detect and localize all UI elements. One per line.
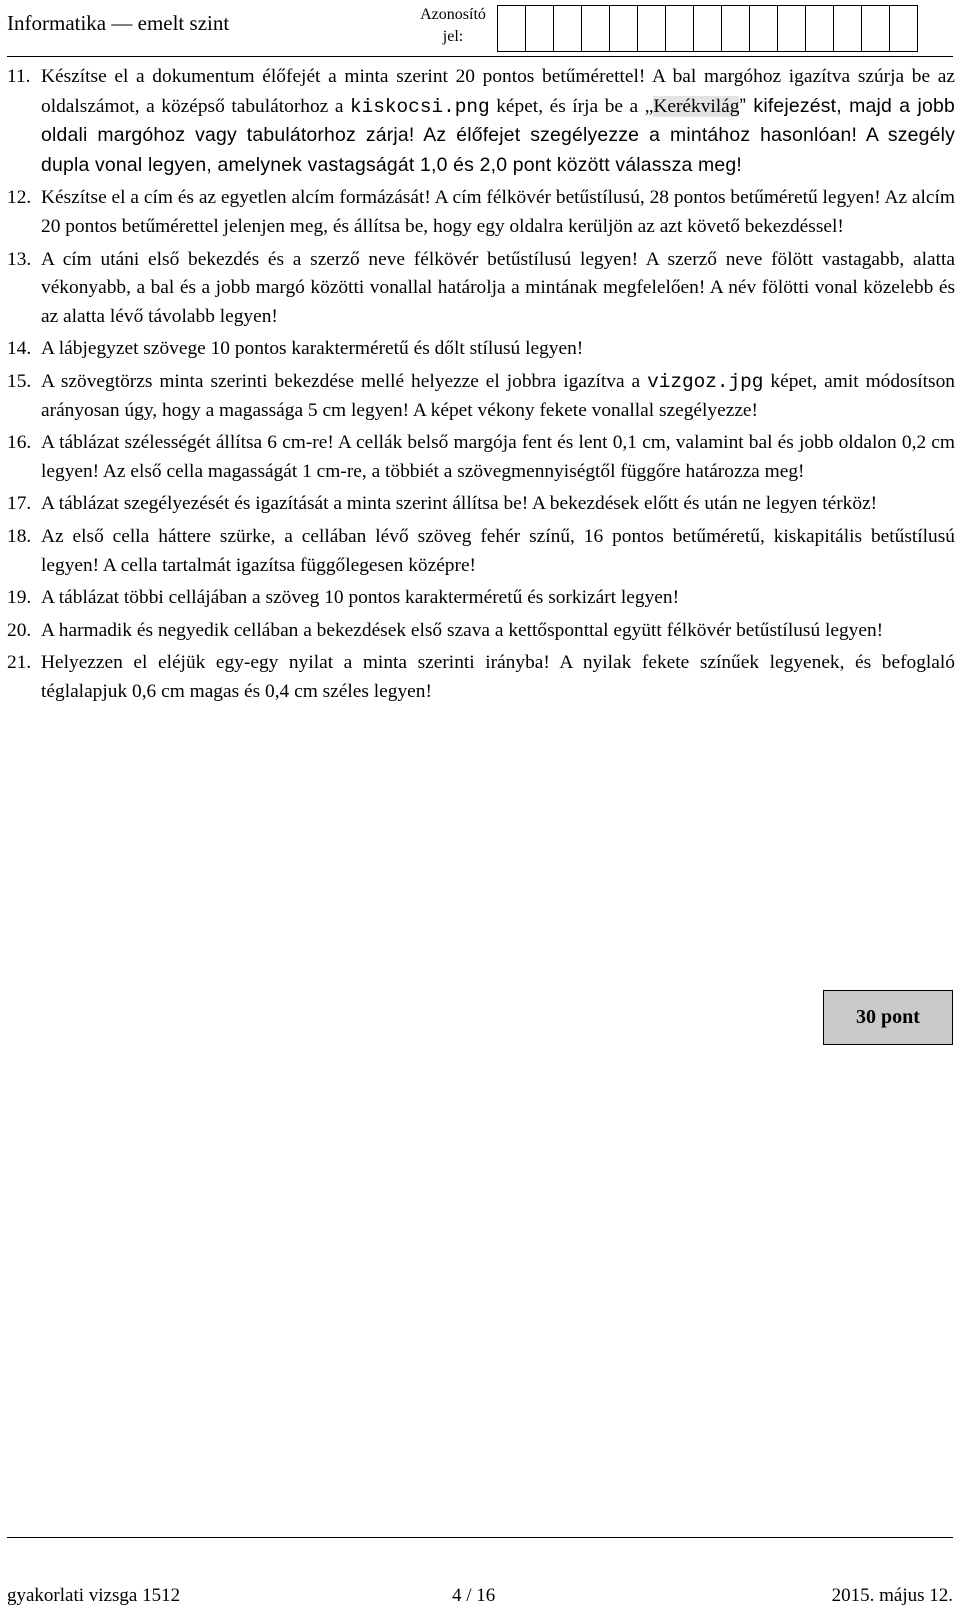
page-header bbox=[0, 0, 960, 56]
task-number: 20. bbox=[7, 619, 32, 641]
task-text-segment: Készítse el a dokumentum élőfejét a minta szerint 20 pontos betűmérettel! A bal margóhoz igazítva szúrja be az oldalszámot, a középső tabulátorhoz a bbox=[41, 66, 955, 117]
task-number: 17. bbox=[7, 493, 32, 515]
subject-title: Informatika — emelt szint bbox=[7, 11, 230, 35]
id-code-box[interactable] bbox=[861, 5, 890, 52]
task-text bbox=[41, 335, 955, 364]
task-text-segment: ” kifejezést, majd a jobb oldali margóhoz vagy tabulátorhoz zárja! Az élőfejet szegélyezze a mintához hasonlóan! A szegély dupla vonal legyen, amelynek vastagságát 1,0 és 2,0 pont között válassza meg! bbox=[41, 94, 955, 176]
id-code-box[interactable] bbox=[553, 5, 582, 52]
task-text bbox=[41, 649, 955, 706]
task-text-segment: A táblázat szélességét állítsa 6 cm-re! A cellák belső margója fent és lent 0,1 cm, valamint bal és jobb oldalon 0,2 cm legyen! Az első cella magasságát 1 cm-re, a többiét a szövegmennyiségtől függőre határozza meg! bbox=[41, 432, 955, 482]
id-code-box[interactable] bbox=[777, 5, 806, 52]
footer-date: 2015. május 12. bbox=[831, 1585, 953, 1606]
task-item bbox=[7, 617, 955, 646]
id-code-box[interactable] bbox=[805, 5, 834, 52]
id-code-box[interactable] bbox=[693, 5, 722, 52]
task-number: 19. bbox=[7, 587, 32, 609]
task-number: 15. bbox=[7, 370, 32, 392]
task-text bbox=[41, 523, 955, 580]
task-text bbox=[41, 184, 955, 241]
task-text bbox=[41, 490, 955, 519]
task-text bbox=[41, 246, 955, 332]
id-code-box[interactable] bbox=[749, 5, 778, 52]
task-item bbox=[7, 490, 955, 519]
task-text-segment: képet, amit módosítson arányosan úgy, hogy a magassága 5 cm legyen! A képet vékony fekete vonallal szegélyezze! bbox=[41, 370, 955, 421]
task-item bbox=[7, 429, 955, 486]
task-number: 16. bbox=[7, 432, 32, 454]
id-code-box[interactable] bbox=[497, 5, 526, 52]
task-text-segment: képet, és írja be a „ bbox=[489, 95, 654, 117]
task-text bbox=[41, 63, 955, 180]
task-item bbox=[7, 246, 955, 332]
task-number: 14. bbox=[7, 338, 32, 360]
highlighted-phrase: Kerékvilág bbox=[653, 95, 740, 117]
task-number: 13. bbox=[7, 248, 32, 270]
task-text-segment: A táblázat szegélyezését és igazítását a minta szerint állítsa be! A bekezdések előtt és után ne legyen térköz! bbox=[41, 493, 878, 515]
id-code-box[interactable] bbox=[609, 5, 638, 52]
task-text-segment: A lábjegyzet szövege 10 pontos karakterméretű és dőlt stílusú legyen! bbox=[41, 338, 584, 360]
task-number: 18. bbox=[7, 525, 32, 547]
footer-exam-label: gyakorlati vizsga 1512 bbox=[7, 1585, 181, 1606]
id-code-boxes bbox=[498, 5, 918, 51]
id-code-box[interactable] bbox=[721, 5, 750, 52]
id-code-box[interactable] bbox=[525, 5, 554, 52]
task-item bbox=[7, 368, 955, 425]
task-text-segment: Az első cella háttere szürke, a cellában lévő szöveg fehér színű, 16 pontos betűméretű, kiskapitális betűstílusú legyen! A cella tartalmát igazítsa függőlegesen középre! bbox=[41, 525, 955, 576]
task-item bbox=[7, 649, 955, 706]
task-number: 12. bbox=[7, 187, 32, 209]
score-box: 30 pont bbox=[823, 990, 953, 1045]
footer-page-number: 4 / 16 bbox=[452, 1585, 496, 1606]
task-number: 21. bbox=[7, 652, 32, 674]
id-code-box[interactable] bbox=[581, 5, 610, 52]
task-item bbox=[7, 335, 955, 364]
filename: vizgoz.jpg bbox=[647, 370, 764, 393]
task-text-segment: A táblázat többi cellájában a szöveg 10 pontos karakterméretű és sorkizárt legyen! bbox=[41, 587, 680, 609]
task-item bbox=[7, 63, 955, 180]
task-text-segment: Helyezzen el eléjük egy-egy nyilat a minta szerinti irányba! A nyilak fekete színűek legyenek, és befoglaló téglalapjuk 0,6 cm magas és 0,4 cm széles legyen! bbox=[41, 652, 955, 702]
footer-divider bbox=[7, 1537, 953, 1538]
task-text bbox=[41, 429, 955, 486]
task-text-segment: A harmadik és negyedik cellában a bekezdések első szava a kettősponttal együtt félkövér betűstílusú legyen! bbox=[41, 619, 884, 641]
task-item bbox=[7, 184, 955, 241]
id-code-box[interactable] bbox=[889, 5, 918, 52]
task-text-segment: Készítse el a cím és az egyetlen alcím formázását! A cím félkövér betűstílusú, 28 pontos betűméretű legyen! Az alcím 20 pontos betűmérettel jelenjen meg, és állítsa be, hogy egy oldalra kerüljön az azt követő bekezdéssel! bbox=[41, 187, 955, 237]
task-text bbox=[41, 584, 955, 613]
id-code-box[interactable] bbox=[665, 5, 694, 52]
task-item bbox=[7, 584, 955, 613]
filename: kiskocsi.png bbox=[350, 95, 490, 118]
azonosito-label: Azonosító jel: bbox=[420, 6, 486, 45]
task-item bbox=[7, 523, 955, 580]
task-text-segment: A szövegtörzs minta szerinti bekezdése mellé helyezze el jobbra igazítva a bbox=[41, 370, 648, 392]
header-divider bbox=[7, 56, 953, 57]
task-number: 11. bbox=[7, 66, 31, 87]
task-text bbox=[41, 617, 955, 646]
id-code-box[interactable] bbox=[637, 5, 666, 52]
id-code-box[interactable] bbox=[833, 5, 862, 52]
task-text-segment: A cím utáni első bekezdés és a szerző neve félkövér betűstílusú legyen! A szerző neve fölött vastagabb, alatta vékonyabb, a bal és a jobb margó közötti vonallal határolja a mintának megfelelően! A név fölötti vonal közelebb és az alatta lévő távolabb legyen! bbox=[41, 248, 955, 327]
task-list bbox=[7, 63, 955, 710]
task-text bbox=[41, 368, 955, 425]
